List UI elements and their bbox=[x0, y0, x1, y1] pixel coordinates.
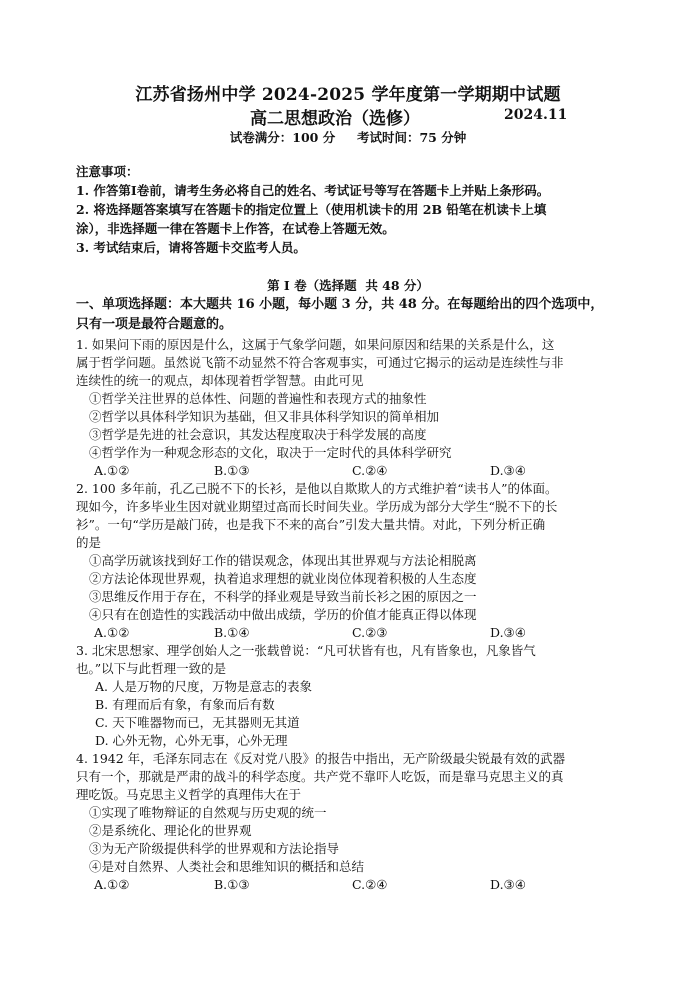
subject-title: 高二思想政治（选修） bbox=[250, 109, 420, 129]
statement-item: ④哲学作为一种观念形态的文化，取决于一定时代的具体科学研究 bbox=[89, 445, 452, 460]
answer-option-c: C.②④ bbox=[352, 877, 388, 892]
statement-item: ③哲学是先进的社会意识，其发达程度取决于科学发展的高度 bbox=[89, 427, 427, 442]
answer-options bbox=[76, 876, 636, 894]
choice-option-d: D. 心外无物，心外无事，心外无理 bbox=[95, 733, 288, 748]
question-stem-line: 2. 100 多年前，孔乙己脱不下的长衫，是他以自欺欺人的方式维护着“读书人”的体面。 bbox=[76, 481, 558, 496]
answer-option-c: C.②③ bbox=[352, 625, 388, 640]
notice-block bbox=[76, 162, 636, 257]
answer-option-a: A.①② bbox=[94, 463, 130, 478]
statement-item: ①实现了唯物辩证的自然观与历史观的统一 bbox=[89, 805, 327, 820]
question-stem-line: 衫”。一句“学历是敲门砖，也是我下不来的高台”引发大量共情。对此，下列分析正确 bbox=[76, 517, 546, 532]
answer-option-d: D.③④ bbox=[490, 625, 526, 640]
exam-meta: 试卷满分：100 分 考试时间：75 分钟 bbox=[229, 130, 467, 145]
answer-option-a: A.①② bbox=[94, 877, 130, 892]
answer-option-b: B.①③ bbox=[214, 463, 250, 478]
notice-heading: 注意事项： bbox=[76, 164, 139, 179]
question-stem-line: 4. 1942 年，毛泽东同志在《反对党八股》的报告中指出，无产阶级最尖锐最有效的武器 bbox=[76, 751, 566, 766]
question-stem-line: 理吃饭。马克思主义哲学的真理伟大在于 bbox=[76, 787, 302, 802]
section-title: 第 Ⅰ 卷（选择题 共 48 分） bbox=[267, 278, 429, 293]
question-stem-line: 3. 北宋思想家、理学创始人之一张载曾说：“凡可状皆有也，凡有皆象也，凡象皆气 bbox=[76, 643, 536, 658]
question-stem-line: 的是 bbox=[76, 535, 102, 550]
statement-item: ①高学历就该找到好工作的错误观念，体现出其世界观与方法论相脱离 bbox=[89, 553, 477, 568]
instruction-line: 一、单项选择题：本大题共 16 小题，每小题 3 分，共 48 分。在每题给出的四个选项中， bbox=[76, 297, 604, 312]
exam-title: 江苏省扬州中学 2024-2025 学年度第一学期期中试题 bbox=[135, 85, 561, 105]
statement-item: ③思维反作用于存在，不科学的择业观是导致当前长衫之困的原因之一 bbox=[89, 589, 477, 604]
question-stem-line: 也。”以下与此哲理一致的是 bbox=[76, 661, 227, 676]
question-2 bbox=[76, 480, 636, 642]
question-4 bbox=[76, 750, 636, 894]
notice-line: 1. 作答第Ⅰ卷前，请考生务必将自己的姓名、考试证号等写在答题卡上并贴上条形码。 bbox=[76, 183, 550, 198]
question-list bbox=[76, 336, 636, 894]
answer-option-b: B.①③ bbox=[214, 877, 250, 892]
question-stem-line: 现如今，许多毕业生因对就业期望过高而长时间失业。学历成为部分大学生“脱不下的长 bbox=[76, 499, 558, 514]
answer-option-d: D.③④ bbox=[490, 463, 526, 478]
answer-option-a: A.①② bbox=[94, 625, 130, 640]
answer-options bbox=[76, 462, 636, 480]
answer-option-d: D.③④ bbox=[490, 877, 526, 892]
choice-option-b: B. 有理而后有象，有象而后有数 bbox=[95, 697, 275, 712]
question-stem-line: 只有一个，那就是严肃的战斗的科学态度。共产党不靠吓人吃饭，而是靠马克思主义的真 bbox=[76, 769, 564, 784]
question-stem-line: 属于哲学问题。虽然说飞箭不动显然不符合客观事实，可通过它揭示的运动是连续性与非 bbox=[76, 355, 564, 370]
notice-line: 3. 考试结束后，请将答题卡交监考人员。 bbox=[76, 240, 306, 255]
section-instructions bbox=[76, 295, 636, 335]
notice-line: 2. 将选择题答案填写在答题卡的指定位置上（使用机读卡的用 2B 铅笔在机读卡上填 bbox=[76, 202, 547, 217]
choice-option-a: A. 人是万物的尺度，万物是意志的表象 bbox=[95, 679, 312, 694]
question-stem-line: 连续性的统一的观点，却体现着哲学智慧。由此可见 bbox=[76, 373, 364, 388]
answer-options bbox=[76, 624, 636, 642]
answer-option-c: C.②④ bbox=[352, 463, 388, 478]
statement-item: ③为无产阶级提供科学的世界观和方法论指导 bbox=[89, 841, 340, 856]
choice-option-c: C. 天下唯器物而已，无其器则无其道 bbox=[95, 715, 300, 730]
statement-item: ④只有在创造性的实践活动中做出成绩，学历的价值才能真正得以体现 bbox=[89, 607, 477, 622]
question-3 bbox=[76, 642, 636, 750]
statement-item: ②是系统化、理论化的世界观 bbox=[89, 823, 252, 838]
statement-item: ①哲学关注世界的总体性、问题的普遍性和表现方式的抽象性 bbox=[89, 391, 427, 406]
question-stem-line: 1. 如果问下雨的原因是什么，这属于气象学问题，如果问原因和结果的关系是什么，这 bbox=[76, 337, 555, 352]
statement-item: ②哲学以具体科学知识为基础，但又非具体科学知识的简单相加 bbox=[89, 409, 440, 424]
exam-date: 2024.11 bbox=[504, 107, 568, 123]
instruction-line: 只有一项是最符合题意的。 bbox=[76, 317, 233, 332]
answer-option-b: B.①④ bbox=[214, 625, 250, 640]
notice-line: 涂），非选择题一律在答题卡上作答，在试卷上答题无效。 bbox=[76, 221, 395, 236]
statement-item: ④是对自然界、人类社会和思维知识的概括和总结 bbox=[89, 859, 365, 874]
statement-item: ②方法论体现世界观，执着追求理想的就业岗位体现着积极的人生态度 bbox=[89, 571, 477, 586]
question-1 bbox=[76, 336, 636, 480]
